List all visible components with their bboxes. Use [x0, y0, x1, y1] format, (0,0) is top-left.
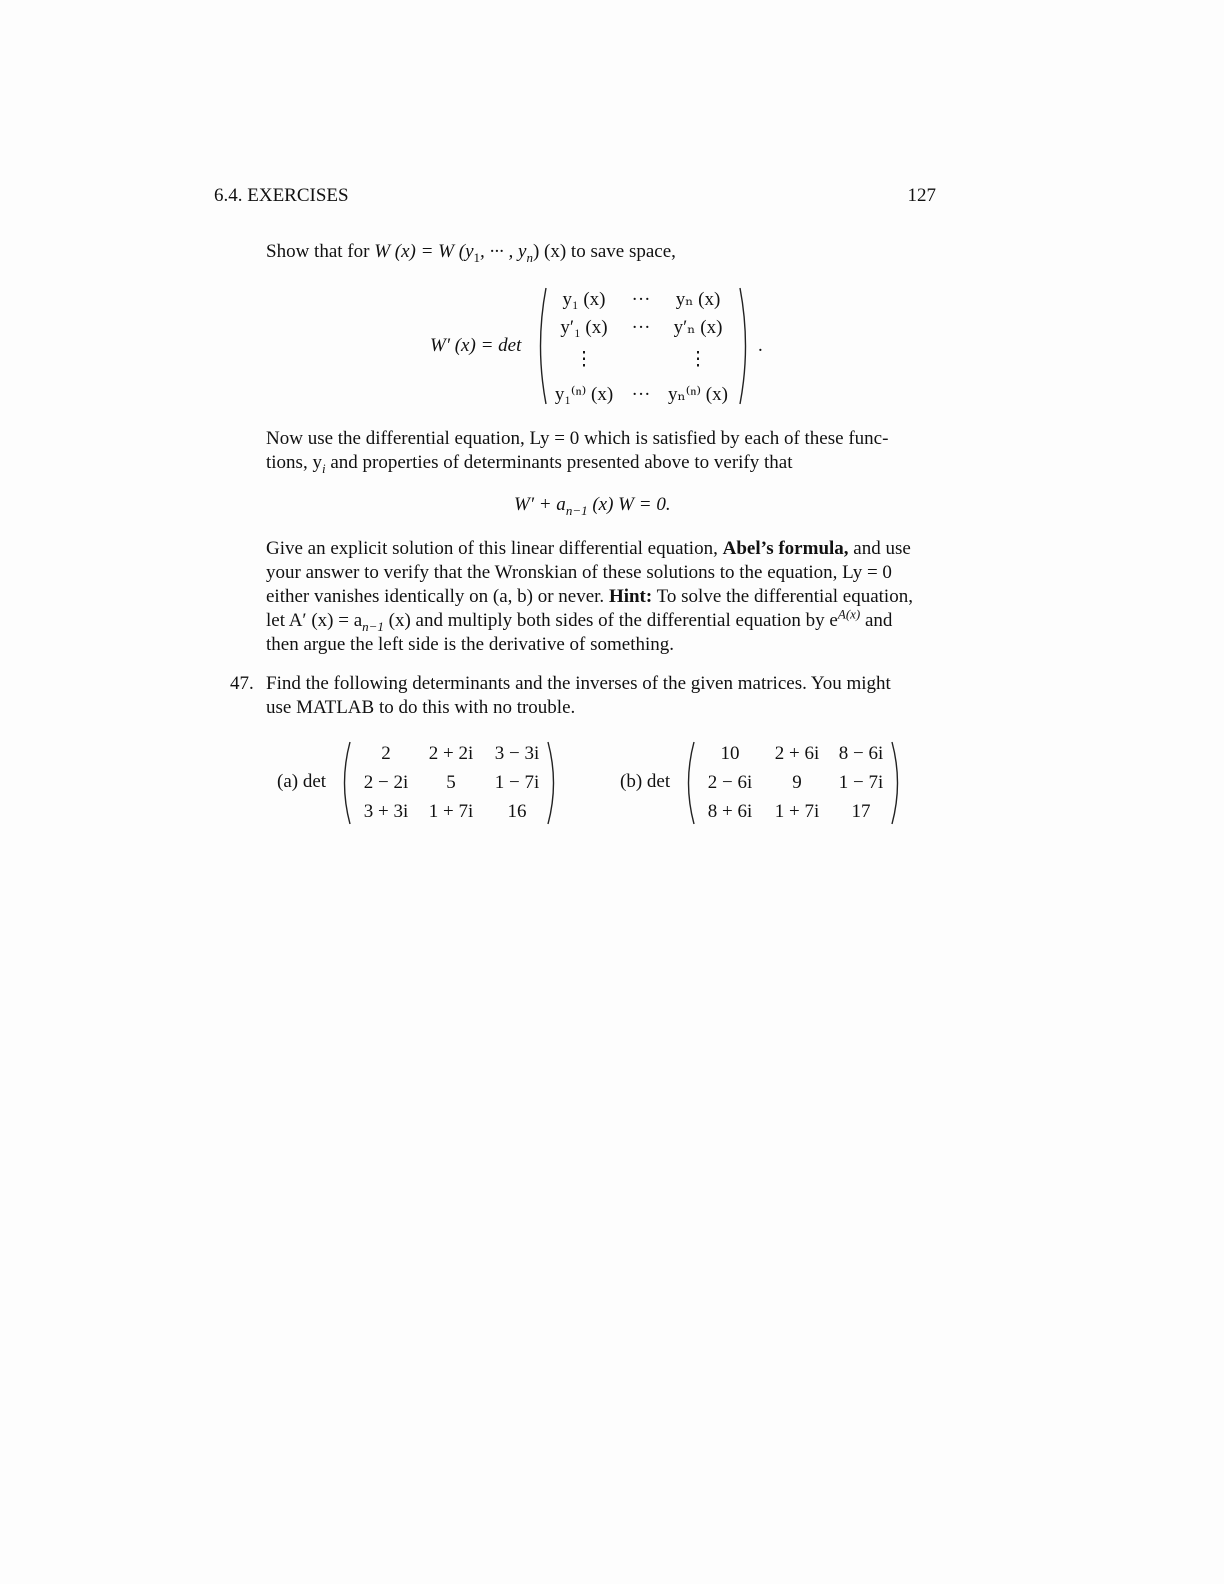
intro-mid: , ··· , y	[480, 241, 527, 262]
abel-equation	[514, 493, 671, 517]
matrix-a-cell: 2 + 2i	[428, 743, 474, 764]
abel-eq-text: W′ + a	[514, 494, 566, 515]
w-cell-0-2: yₙ (x)	[675, 289, 721, 310]
para3-l4sub: n−1	[362, 618, 384, 634]
intro-w-expr: W (x) = W (y	[374, 241, 474, 262]
para3-l4sup: A(x)	[837, 606, 861, 622]
w-cell-1-1: ···	[631, 317, 651, 338]
para3-line5: then argue the left side is the derivative of something.	[266, 634, 675, 655]
para3-line3	[266, 585, 936, 609]
matrix-a-cell: 2	[381, 743, 391, 764]
intro-subn: n	[526, 249, 533, 265]
para2-line1: Now use the differential equation, Ly = 0 which is satisfied by each of these func-	[266, 428, 889, 449]
running-header	[214, 184, 936, 208]
para3-l3c: To solve the differential equation,	[652, 586, 913, 607]
para2-line2-rest: and properties of determinants presented above to verify that	[325, 452, 793, 473]
left-paren	[534, 286, 548, 406]
intro-text: Show that for	[266, 241, 375, 262]
matrix-b-cell: 2 + 6i	[774, 743, 820, 764]
matrix-a-right-paren	[546, 740, 560, 826]
abel-eq-sub: n−1	[565, 502, 588, 518]
matrix-a-cell: 3 + 3i	[363, 801, 409, 822]
paragraph-2	[266, 427, 936, 475]
para3-line4	[266, 606, 936, 634]
paragraph-3	[266, 537, 936, 657]
wronskian-lhs	[430, 334, 521, 358]
matrix-a-label: (a) det	[277, 771, 327, 792]
w-cell-3-1: ···	[631, 384, 651, 405]
matrix-a-cell: 5	[446, 772, 456, 793]
matrix-a-cell: 2 − 2i	[363, 772, 409, 793]
matrix-b-cell: 10	[720, 743, 740, 764]
matrix-b-cell: 1 + 7i	[774, 801, 820, 822]
para2-line2-a: tions, y	[266, 452, 322, 473]
right-paren	[738, 286, 752, 406]
w-cell-2-2: ⋮	[688, 349, 708, 370]
abel-formula-bold: Abel’s formula,	[722, 538, 849, 559]
exercise-number: 47.	[230, 673, 254, 694]
page-number: 127	[907, 185, 936, 206]
abel-eq-rest: (x) W = 0.	[587, 494, 671, 515]
matrix-b-cell: 9	[792, 772, 802, 793]
wronskian-lhs-text: W′ (x) = det	[430, 335, 522, 356]
para3-l4c: and	[860, 610, 893, 631]
para3-l4a: let A′ (x) = a	[266, 610, 363, 631]
w-cell-1-2: y′ₙ (x)	[673, 317, 723, 338]
wronskian-period: .	[758, 335, 763, 356]
section-title: 6.4. EXERCISES	[214, 185, 349, 206]
matrix-b-label: (b) det	[620, 771, 671, 792]
para3-l3a: either vanishes identically on (a, b) or never.	[266, 586, 609, 607]
ex47-line2: use MATLAB to do this with no trouble.	[266, 697, 576, 718]
exercise-47-text	[266, 672, 936, 720]
para3-l4b: (x) and multiply both sides of the differential equation by e	[383, 610, 838, 631]
w-cell-3-2: yₙ⁽ⁿ⁾ (x)	[668, 384, 728, 405]
ex47-line1: Find the following determinants and the inverses of the given matrices. You might	[266, 673, 891, 694]
matrix-a-cell: 1 + 7i	[428, 801, 474, 822]
matrix-b-cell: 2 − 6i	[707, 772, 753, 793]
w-cell-2-0: ⋮	[574, 349, 594, 370]
intro-line	[266, 240, 936, 264]
matrix-a-cell: 3 − 3i	[494, 743, 540, 764]
hint-bold: Hint:	[608, 586, 653, 607]
matrix-b-left-paren	[682, 740, 696, 826]
para3-l1c: and use	[848, 538, 911, 559]
para2-line2-sub: i	[321, 460, 326, 476]
w-cell-0-1: ···	[631, 289, 651, 310]
matrix-a-cell: 16	[507, 801, 527, 822]
para3-line1	[266, 537, 936, 561]
matrix-a-cell: 1 − 7i	[494, 772, 540, 793]
intro-sub1: 1	[473, 249, 481, 265]
para3-line2: your answer to verify that the Wronskian of these solutions to the equation, Ly = 0	[266, 562, 892, 583]
matrix-b-cell: 17	[851, 801, 871, 822]
matrix-b-cell: 8 + 6i	[707, 801, 753, 822]
w-cell-0-0: y₁ (x)	[562, 289, 606, 310]
matrix-b-right-paren	[890, 740, 904, 826]
w-cell-3-0: y₁⁽ⁿ⁾ (x)	[554, 384, 614, 405]
para3-l1a: Give an explicit solution of this linear differential equation,	[266, 538, 723, 559]
matrix-b-cell: 8 − 6i	[838, 743, 884, 764]
matrix-b-cell: 1 − 7i	[838, 772, 884, 793]
w-cell-1-0: y′₁ (x)	[560, 317, 608, 338]
matrix-a-left-paren	[338, 740, 352, 826]
para2-line2	[266, 451, 936, 475]
intro-after: ) (x) to save space,	[532, 241, 676, 262]
